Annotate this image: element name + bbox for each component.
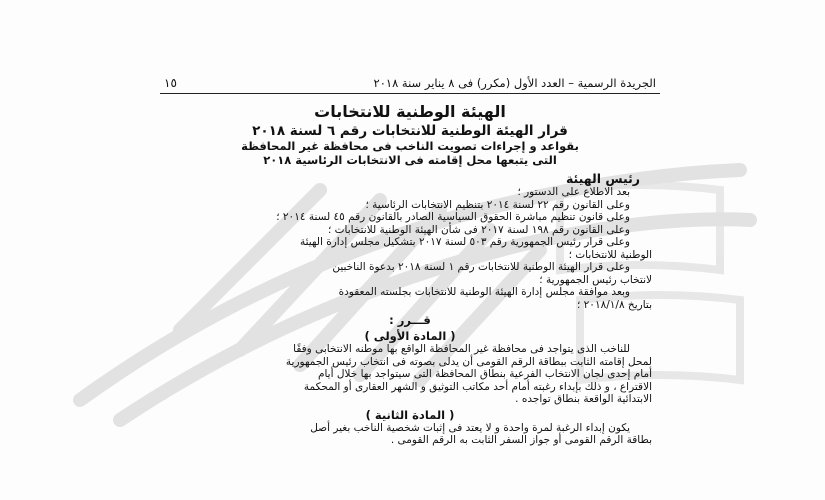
decision-subtitle-line-2: التى يتبعها محل إقامته فى الانتخابات الرئاسية ٢٠١٨ bbox=[263, 153, 557, 167]
article-2-line: بطاقة الرقم القومى أو جواز السفر الثابت به الرقم القومى . bbox=[390, 434, 652, 446]
preamble-line: وعلى القانون رقم ٢٢ لسنة ٢٠١٤ بتنظيم الانتخابات الرئاسية ؛ bbox=[365, 198, 630, 211]
decision-subtitle-line-1: بقواعد و إجراءات تصويت الناخب فى محافظة غير المحافظة bbox=[241, 139, 579, 153]
article-1-line: للناخب الذى يتواجد فى محافظة غير المحافظة الواقع بها موطنه الانتخابى وفقًا bbox=[293, 343, 630, 355]
article-2-line: يكون إبداء الرغبة لمرة واحدة و لا يعتد فى إثبات شخصية الناخب بغير أصل bbox=[310, 421, 630, 434]
gazette-running-title: الجريدة الرسمية – العدد الأول (مكرر) فى ٨ يناير سنة ٢٠١٨ bbox=[373, 76, 656, 90]
preamble-line: وعلى قرار رئيس الجمهورية رقم ٥٠٣ لسنة ٢٠١٧ بتشكيل مجلس إدارة الهيئة bbox=[299, 236, 630, 248]
article-2-heading: ( المادة الثانية ) bbox=[365, 407, 455, 422]
decision-title: قرار الهيئة الوطنية للانتخابات رقم ٦ لسنة ٢٠١٨ bbox=[252, 123, 568, 139]
article-1-line: الاقتراع ، و ذلك بإبداء رغبته أمام أحد مكاتب التوثيق و الشهر العقارى أو المحكمة bbox=[303, 380, 652, 393]
chair-label: رئيس الهيئة bbox=[565, 171, 640, 186]
preamble-line: لانتخاب رئيس الجمهورية ؛ bbox=[539, 273, 652, 286]
article-1-line: الابتدائية الواقعة بنطاق تواجده . bbox=[515, 393, 652, 405]
preamble-line: بعد الاطلاع على الدستور ؛ bbox=[517, 186, 630, 198]
page-number: ١٥ bbox=[164, 76, 177, 90]
article-1-line: لمحل إقامته الثابت ببطاقة الرقم القومى أن يدلى بصوته فى انتخاب رئيس الجمهورية bbox=[285, 355, 652, 368]
preamble-line: الوطنية للانتخابات ؛ bbox=[568, 248, 652, 261]
preamble-line: وعلى قرار الهيئة الوطنية للانتخابات رقم ١ لسنة ٢٠١٨ بدعوة الناخبين bbox=[332, 261, 630, 273]
decided-label: قـــرر : bbox=[389, 313, 431, 327]
authority-title: الهيئة الوطنية للانتخابات bbox=[314, 102, 506, 121]
preamble-line: وبعد موافقة مجلس إدارة الهيئة الوطنية للانتخابات بجلسته المعقودة bbox=[338, 286, 630, 298]
running-header bbox=[160, 76, 660, 94]
official-gazette-page bbox=[160, 76, 660, 486]
preamble-line: بتاريخ ٢٠١٨/١/٨ ؛ bbox=[576, 298, 652, 311]
preamble-line: وعلى قانون تنظيم مباشرة الحقوق السياسية الصادر بالقانون رقم ٤٥ لسنة ٢٠١٤ ؛ bbox=[276, 211, 630, 223]
article-1-line: أمام إحدى لجان الانتخاب الفرعية بنطاق المحافظة التى سيتواجد بها خلال أيام bbox=[317, 368, 652, 380]
article-1-heading: ( المادة الأولى ) bbox=[364, 329, 456, 343]
preamble-line: وعلى القانون رقم ١٩٨ لسنة ٢٠١٧ فى شأن الهيئة الوطنية للانتخابات ؛ bbox=[327, 223, 630, 236]
